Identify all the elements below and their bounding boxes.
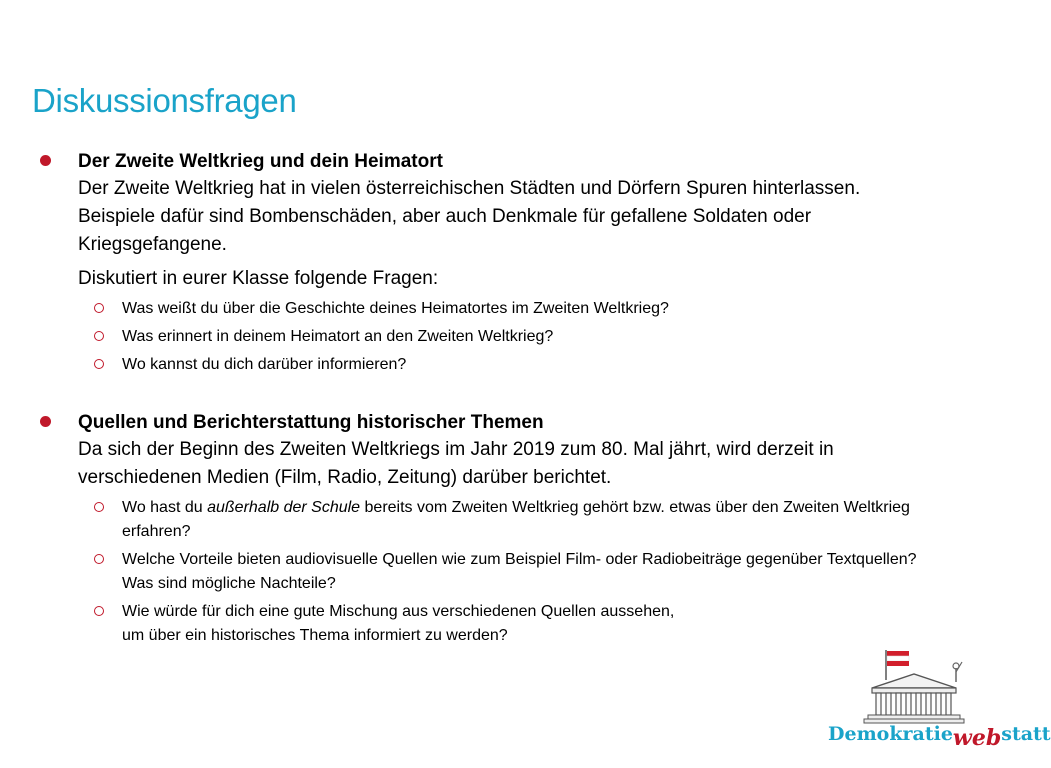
question-text-line2: um über ein historisches Thema informiert zu werden? bbox=[122, 627, 508, 644]
question-list bbox=[40, 496, 940, 648]
question-text: Wo kannst du dich darüber informieren? bbox=[122, 356, 407, 373]
hollow-circle-bullet-icon bbox=[94, 502, 104, 512]
question-text: Welche Vorteile bieten audiovisuelle Quellen wie zum Beispiel Film- oder Radiobeiträge gegenüber Textquellen? Was sind mögliche Nachteile? bbox=[122, 551, 917, 592]
hollow-circle-bullet-icon bbox=[94, 331, 104, 341]
demokratiewebstatt-logo bbox=[824, 646, 1051, 758]
section-body: Der Zweite Weltkrieg hat in vielen österreichischen Städten und Dörfern Spuren hinterlassen. Beispiele dafür sind Bombenschäden, aber auch Denkmale für gefallene Soldaten oder Kriegsgefangene. bbox=[78, 178, 861, 255]
hollow-circle-bullet-icon bbox=[94, 359, 104, 369]
question-item bbox=[40, 325, 940, 349]
hollow-circle-bullet-icon bbox=[94, 554, 104, 564]
question-item bbox=[40, 353, 940, 377]
question-text-post: bereits vom Zweiten Weltkrieg gehört bzw. etwas über den Zweiten Weltkrieg erfahren? bbox=[122, 499, 910, 540]
parliament-building-icon bbox=[824, 646, 1014, 724]
main-bullet-item bbox=[40, 148, 940, 293]
question-text-pre: Wo hast du bbox=[122, 499, 208, 516]
logo-part-statt: statt bbox=[1001, 723, 1051, 745]
question-item bbox=[40, 297, 940, 321]
section-lead: Diskutiert in eurer Klasse folgende Fragen: bbox=[78, 268, 439, 289]
hollow-circle-bullet-icon bbox=[94, 606, 104, 616]
question-list bbox=[40, 297, 940, 377]
question-text: Was erinnert in deinem Heimatort an den Zweiten Weltkrieg? bbox=[122, 328, 554, 345]
logo-part-demokratie: Demokratie bbox=[828, 723, 953, 745]
logo-wordmark bbox=[828, 720, 1051, 751]
question-text-line1: Wie würde für dich eine gute Mischung aus verschiedenen Quellen aussehen, bbox=[122, 603, 675, 620]
section-heimatort bbox=[40, 148, 940, 381]
section-heading: Der Zweite Weltkrieg und dein Heimatort bbox=[78, 151, 443, 172]
main-bullet-item bbox=[40, 409, 940, 492]
hollow-circle-bullet-icon bbox=[94, 303, 104, 313]
section-body: Da sich der Beginn des Zweiten Weltkriegs im Jahr 2019 zum 80. Mal jährt, wird derzeit in verschiedenen Medien (Film, Radio, Zeitung) darüber berichtet. bbox=[78, 439, 834, 488]
section-quellen bbox=[40, 409, 940, 652]
page-title: Diskussionsfragen bbox=[32, 82, 297, 119]
section-heading: Quellen und Berichterstattung historischer Themen bbox=[78, 412, 544, 433]
question-text-emphasis: außerhalb der Schule bbox=[207, 499, 361, 516]
filled-circle-bullet-icon bbox=[40, 416, 51, 427]
question-text: Was weißt du über die Geschichte deines Heimatortes im Zweiten Weltkrieg? bbox=[122, 300, 669, 317]
question-item bbox=[40, 496, 940, 544]
question-item bbox=[40, 600, 940, 648]
question-item bbox=[40, 548, 940, 596]
filled-circle-bullet-icon bbox=[40, 155, 51, 166]
logo-part-web: web bbox=[952, 725, 1002, 751]
